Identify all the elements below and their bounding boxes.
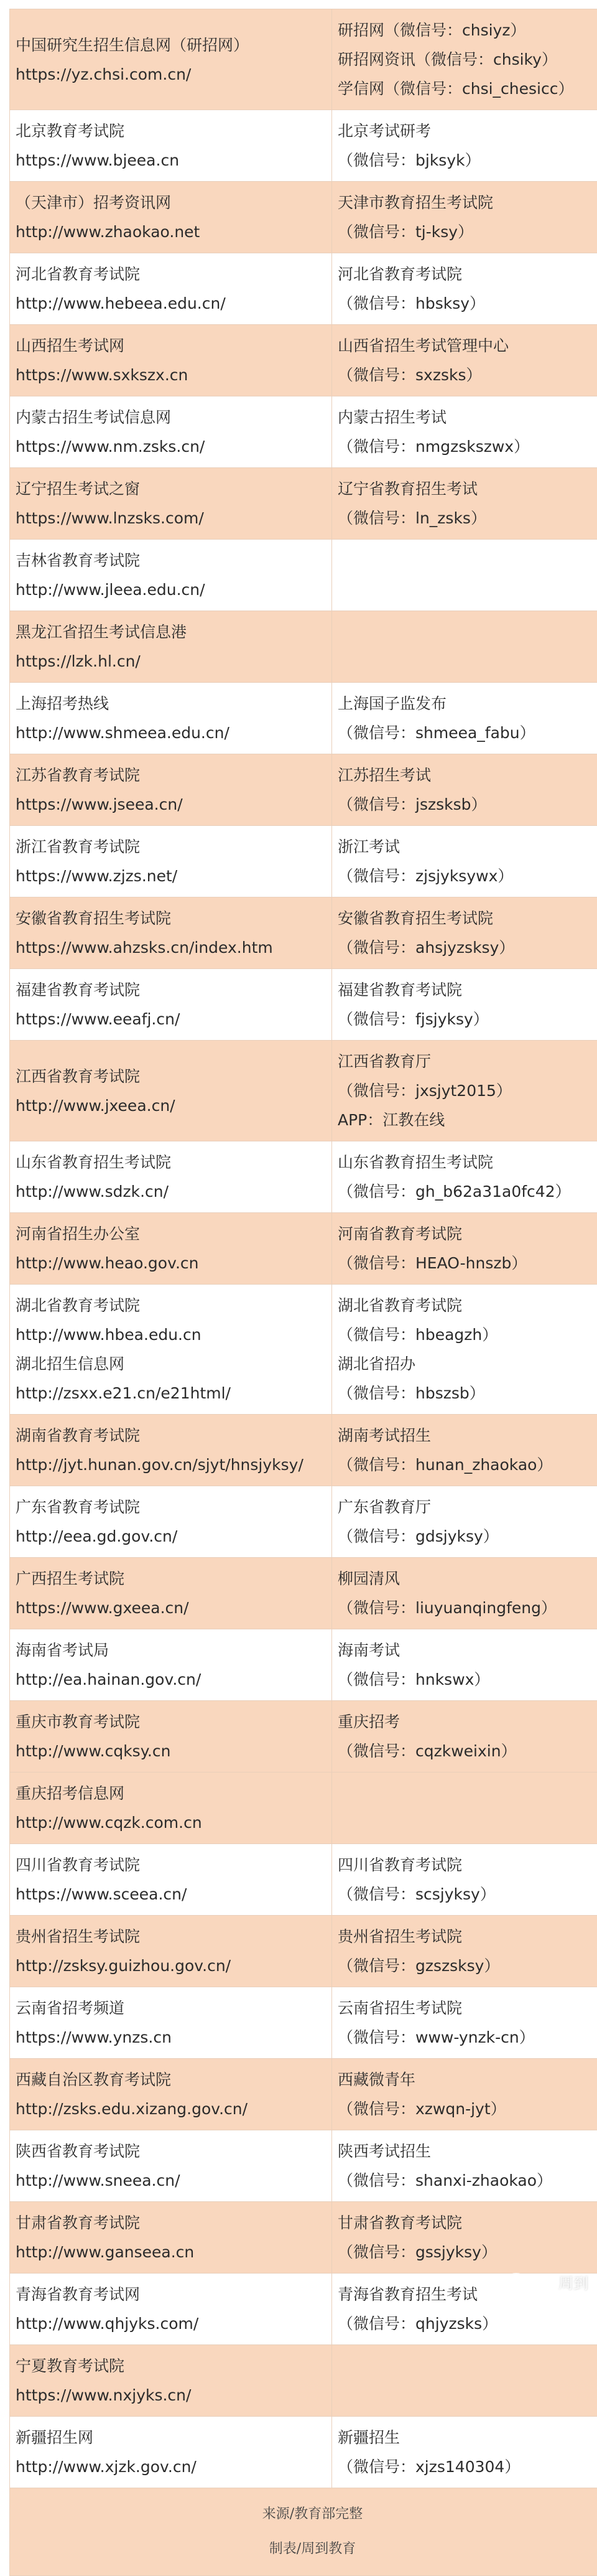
website-name: 贵州省招生考试院: [16, 1922, 326, 1951]
website-name: 广东省教育考试院: [16, 1492, 326, 1522]
wechat-line: 研招网（微信号：chsiyz）: [338, 16, 597, 45]
website-cell: [10, 1701, 332, 1773]
website-name: 新疆招生网: [16, 2423, 326, 2452]
watermark-logo-icon: [504, 2273, 529, 2293]
wechat-cell: [332, 325, 597, 396]
wechat-line: （微信号：qhjyzsks）: [338, 2309, 597, 2338]
wechat-line: 浙江考试: [338, 832, 597, 861]
wechat-line: 四川省教育考试院: [338, 1850, 597, 1880]
table-row: [10, 611, 597, 683]
website-cell: [10, 110, 332, 182]
wechat-line: 重庆招考: [338, 1707, 597, 1736]
wechat-line: （微信号：nmgzskszwx）: [338, 432, 597, 461]
wechat-line: （微信号：cqzkweixin）: [338, 1736, 597, 1766]
table-row: [10, 1415, 597, 1486]
table-row: [10, 396, 597, 468]
website-cell: [10, 2130, 332, 2202]
wechat-cell: [332, 540, 597, 611]
wechat-cell: [332, 1213, 597, 1285]
website-url[interactable]: http://www.jleea.edu.cn/: [16, 575, 326, 604]
wechat-line: 研招网资讯（微信号：chsiky）: [338, 45, 597, 74]
table-row: [10, 2130, 597, 2202]
wechat-line: （微信号：hunan_zhaokao）: [338, 1450, 597, 1479]
wechat-line: APP：江教在线: [338, 1105, 597, 1135]
website-name: 青海省教育考试网: [16, 2280, 326, 2309]
wechat-cell: [332, 969, 597, 1041]
wechat-cell: [332, 1415, 597, 1486]
wechat-line: （微信号：xzwqn-jyt）: [338, 2094, 597, 2124]
wechat-line: （微信号：hbeagzh）: [338, 1320, 597, 1349]
website-name: （天津市）招考资讯网: [16, 188, 326, 217]
table-row: [10, 468, 597, 540]
website-cell: [10, 1486, 332, 1558]
wechat-line: 云南省招生考试院: [338, 1993, 597, 2023]
wechat-line: 上海国子监发布: [338, 689, 597, 718]
website-url[interactable]: https://www.gxeea.cn/: [16, 1593, 326, 1623]
wechat-cell: [332, 754, 597, 826]
wechat-cell: [332, 1141, 597, 1213]
wechat-line: 福建省教育考试院: [338, 975, 597, 1005]
wechat-line: （微信号：liuyuanqingfeng）: [338, 1593, 597, 1623]
website-cell: [10, 1558, 332, 1629]
wechat-cell: [332, 1701, 597, 1773]
wechat-cell: [332, 1041, 597, 1141]
table-row: [10, 1486, 597, 1558]
website-cell: [10, 1285, 332, 1415]
website-cell: [10, 1415, 332, 1486]
website-url[interactable]: http://www.heao.gov.cn: [16, 1248, 326, 1278]
website-name: 河南省招生办公室: [16, 1219, 326, 1248]
website-name: 山西招生考试网: [16, 331, 326, 360]
website-cell: [10, 253, 332, 325]
wechat-cell: [332, 2130, 597, 2202]
website-name: 安徽省教育招生考试院: [16, 904, 326, 933]
wechat-line: 安徽省教育招生考试院: [338, 904, 597, 933]
website-url[interactable]: https://www.sxkszx.cn: [16, 360, 326, 390]
website-url[interactable]: http://www.jxeea.cn/: [16, 1091, 326, 1120]
website-url[interactable]: http://jyt.hunan.gov.cn/sjyt/hnsjyksy/: [16, 1450, 326, 1479]
wechat-cell: [332, 253, 597, 325]
wechat-cell: [332, 2059, 597, 2130]
website-name: 湖北省教育考试院: [16, 1291, 326, 1320]
website-cell: [10, 2417, 332, 2488]
table-row: [10, 110, 597, 182]
wechat-line: （微信号：bjksyk）: [338, 146, 597, 175]
wechat-cell: [332, 182, 597, 253]
website-cell: [10, 754, 332, 826]
table-row: [10, 2345, 597, 2417]
table-row: [10, 969, 597, 1041]
website-name: 甘肃省教育考试院: [16, 2208, 326, 2237]
wechat-line: （微信号：shanxi-zhaokao）: [338, 2166, 597, 2195]
website-url[interactable]: http://www.qhjyks.com/: [16, 2309, 326, 2338]
wechat-line: （微信号：jszsksb）: [338, 790, 597, 819]
wechat-line: 广东省教育厅: [338, 1492, 597, 1522]
table-row: [10, 1916, 597, 1987]
website-url[interactable]: https://www.ahzsks.cn/index.htm: [16, 933, 326, 962]
website-url[interactable]: http://zsksy.guizhou.gov.cn/: [16, 1951, 326, 1980]
website-name: 海南省考试局: [16, 1636, 326, 1665]
table-row: [10, 2417, 597, 2488]
website-cell: [10, 1987, 332, 2059]
website-url[interactable]: http://www.ganseea.cn: [16, 2237, 326, 2267]
website-cell: [10, 897, 332, 969]
website-name: 广西招生考试院: [16, 1564, 326, 1593]
website-url[interactable]: https://www.sceea.cn/: [16, 1880, 326, 1909]
website-url[interactable]: http://www.hebeea.edu.cn/: [16, 289, 326, 318]
website-url[interactable]: http://www.shmeea.edu.cn/: [16, 718, 326, 747]
table-row: [10, 9, 597, 110]
website-name: 湖南省教育考试院: [16, 1421, 326, 1450]
table-footer: [10, 2488, 597, 2576]
wechat-line: 湖南考试招生: [338, 1421, 597, 1450]
website-name: 江苏省教育考试院: [16, 761, 326, 790]
footer-cell: [10, 2488, 597, 2576]
website-cell: [10, 182, 332, 253]
website-name: 福建省教育考试院: [16, 975, 326, 1005]
wechat-cell: [332, 110, 597, 182]
wechat-cell: [332, 2417, 597, 2488]
table-row: [10, 1844, 597, 1916]
website-cell: [10, 969, 332, 1041]
table-row: [10, 1629, 597, 1701]
website-name: 黑龙江省招生考试信息港: [16, 617, 326, 647]
wechat-line: 内蒙古招生考试: [338, 403, 597, 432]
website-name: 江西省教育考试院: [16, 1062, 326, 1091]
wechat-line: 柳园清风: [338, 1564, 597, 1593]
wechat-line: 北京考试研考: [338, 116, 597, 146]
wechat-line: 贵州省招生考试院: [338, 1922, 597, 1951]
website-name: 四川省教育考试院: [16, 1850, 326, 1880]
wechat-line: 学信网（微信号：chsi_chesicc）: [338, 74, 597, 103]
website-cell: [10, 1041, 332, 1141]
website-url[interactable]: https://www.ynzs.cn: [16, 2023, 326, 2052]
table-row: [10, 182, 597, 253]
website-url[interactable]: http://eea.gd.gov.cn/: [16, 1522, 326, 1551]
table-row: [10, 253, 597, 325]
wechat-cell: [332, 396, 597, 468]
website-url[interactable]: http://www.zhaokao.net: [16, 217, 326, 246]
website-url[interactable]: http://ea.hainan.gov.cn/: [16, 1665, 326, 1694]
wechat-line: 湖北省教育考试院: [338, 1291, 597, 1320]
website-url[interactable]: http://zsks.edu.xizang.gov.cn/: [16, 2094, 326, 2124]
wechat-line: （微信号：HEAO-hnszb）: [338, 1248, 597, 1278]
wechat-line: （微信号：xjzs140304）: [338, 2452, 597, 2481]
wechat-line: 海南考试: [338, 1636, 597, 1665]
table-row: [10, 1213, 597, 1285]
wechat-cell: [332, 1285, 597, 1415]
website-url[interactable]: http://www.hbea.edu.cn: [16, 1320, 326, 1349]
table-row: [10, 754, 597, 826]
wechat-line: （微信号：gh_b62a31a0fc42）: [338, 1177, 597, 1206]
website-name: 北京教育考试院: [16, 116, 326, 146]
wechat-line: 西藏微青年: [338, 2065, 597, 2094]
wechat-cell: [332, 1844, 597, 1916]
website-url[interactable]: http://zsxx.e21.cn/e21html/: [16, 1379, 326, 1408]
website-url[interactable]: https://www.nxjyks.cn/: [16, 2381, 326, 2410]
website-url[interactable]: https://yz.chsi.com.cn/: [16, 60, 326, 89]
website-cell: [10, 1213, 332, 1285]
wechat-line: （微信号：jxsjyt2015）: [338, 1076, 597, 1105]
table-row: [10, 683, 597, 754]
website-name: 重庆招考信息网: [16, 1779, 326, 1808]
wechat-cell: [332, 2274, 597, 2345]
wechat-line: 江苏招生考试: [338, 761, 597, 790]
website-cell: [10, 468, 332, 540]
wechat-line: （微信号：tj-ksy）: [338, 217, 597, 246]
website-name: 宁夏教育考试院: [16, 2351, 326, 2381]
website-url[interactable]: http://www.sdzk.cn/: [16, 1177, 326, 1206]
table-row: [10, 1558, 597, 1629]
website-name: 上海招考热线: [16, 689, 326, 718]
table-row: [10, 1041, 597, 1141]
wechat-line: （微信号：zjsjyksywx）: [338, 861, 597, 891]
website-name: 重庆市教育考试院: [16, 1707, 326, 1736]
website-url[interactable]: http://www.cqksy.cn: [16, 1736, 326, 1766]
website-url[interactable]: http://www.sneea.cn/: [16, 2166, 326, 2195]
website-url[interactable]: https://www.jseea.cn/: [16, 790, 326, 819]
table-row: [10, 1285, 597, 1415]
website-url[interactable]: https://www.eeafj.cn/: [16, 1005, 326, 1034]
website-cell: [10, 540, 332, 611]
watermark-text: 周到: [558, 2271, 588, 2293]
wechat-line: （微信号：gzszsksy）: [338, 1951, 597, 1980]
website-cell: [10, 1629, 332, 1701]
wechat-line: （微信号：hbszsb）: [338, 1379, 597, 1408]
website-cell: [10, 2202, 332, 2274]
website-name: 吉林省教育考试院: [16, 546, 326, 575]
website-cell: [10, 2059, 332, 2130]
wechat-cell: [332, 1629, 597, 1701]
table-row: [10, 826, 597, 897]
wechat-cell: [332, 1773, 597, 1844]
wechat-line: 河南省教育考试院: [338, 1219, 597, 1248]
website-name: 山东省教育招生考试院: [16, 1148, 326, 1177]
wechat-line: （微信号：ln_zsks）: [338, 503, 597, 533]
website-name: 浙江省教育考试院: [16, 832, 326, 861]
website-cell: [10, 1141, 332, 1213]
footer-maker: 制表/周到教育: [15, 2532, 597, 2567]
website-cell: [10, 396, 332, 468]
website-url[interactable]: https://www.nm.zsks.cn/: [16, 432, 326, 461]
website-name: 中国研究生招生信息网（研招网）: [16, 30, 326, 60]
wechat-line: 辽宁省教育招生考试: [338, 474, 597, 503]
table-row: [10, 897, 597, 969]
website-cell: [10, 1773, 332, 1844]
wechat-line: 甘肃省教育考试院: [338, 2208, 597, 2237]
wechat-line: （微信号：sxzsks）: [338, 360, 597, 390]
wechat-cell: [332, 897, 597, 969]
website-name: 内蒙古招生考试信息网: [16, 403, 326, 432]
wechat-line: 青海省教育招生考试: [338, 2280, 597, 2309]
table-row: [10, 325, 597, 396]
wechat-line: （微信号：gssjyksy）: [338, 2237, 597, 2267]
table-row: [10, 2202, 597, 2274]
website-name: 云南省招考频道: [16, 1993, 326, 2023]
wechat-cell: [332, 611, 597, 683]
website-cell: [10, 1844, 332, 1916]
website-url[interactable]: https://www.bjeea.cn: [16, 146, 326, 175]
website-name: 陕西省教育考试院: [16, 2137, 326, 2166]
website-name: 河北省教育考试院: [16, 260, 326, 289]
table-body: [10, 9, 597, 2488]
wechat-cell: [332, 826, 597, 897]
website-table: [9, 9, 597, 2576]
wechat-cell: [332, 468, 597, 540]
wechat-cell: [332, 1916, 597, 1987]
wechat-line: （微信号：shmeea_fabu）: [338, 718, 597, 747]
wechat-line: 陕西考试招生: [338, 2137, 597, 2166]
wechat-line: （微信号：fjsjyksy）: [338, 1005, 597, 1034]
wechat-line: 江西省教育厅: [338, 1047, 597, 1076]
wechat-line: （微信号：hnkswx）: [338, 1665, 597, 1694]
wechat-cell: [332, 2202, 597, 2274]
website-url[interactable]: https://www.lnzsks.com/: [16, 503, 326, 533]
wechat-line: 山西省招生考试管理中心: [338, 331, 597, 360]
website-name: 西藏自治区教育考试院: [16, 2065, 326, 2094]
website-cell: [10, 325, 332, 396]
website-cell: [10, 2274, 332, 2345]
table-row: [10, 1701, 597, 1773]
website-url[interactable]: https://www.zjzs.net/: [16, 861, 326, 891]
wechat-cell: [332, 9, 597, 110]
wechat-line: （微信号：ahsjyzsksy）: [338, 933, 597, 962]
website-cell: [10, 683, 332, 754]
table-row: [10, 1987, 597, 2059]
table-row: [10, 540, 597, 611]
website-url[interactable]: http://www.cqzk.com.cn: [16, 1808, 326, 1837]
wechat-cell: [332, 1987, 597, 2059]
wechat-cell: [332, 683, 597, 754]
table-row: [10, 1773, 597, 1844]
wechat-line: 新疆招生: [338, 2423, 597, 2452]
website-cell: [10, 611, 332, 683]
website-cell: [10, 1916, 332, 1987]
wechat-line: （微信号：scsjyksy）: [338, 1880, 597, 1909]
table-row: [10, 1141, 597, 1213]
website-url[interactable]: https://lzk.hl.cn/: [16, 647, 326, 676]
table-row: [10, 2059, 597, 2130]
wechat-line: 湖北省招办: [338, 1349, 597, 1379]
wechat-line: （微信号：gdsjyksy）: [338, 1522, 597, 1551]
wechat-line: 河北省教育考试院: [338, 260, 597, 289]
wechat-cell: [332, 1558, 597, 1629]
website-name: 湖北招生信息网: [16, 1349, 326, 1379]
website-cell: [10, 9, 332, 110]
website-url[interactable]: http://www.xjzk.gov.cn/: [16, 2452, 326, 2481]
wechat-line: 山东省教育招生考试院: [338, 1148, 597, 1177]
wechat-line: 天津市教育招生考试院: [338, 188, 597, 217]
wechat-cell: [332, 2345, 597, 2417]
website-cell: [10, 2345, 332, 2417]
wechat-cell: [332, 1486, 597, 1558]
website-cell: [10, 826, 332, 897]
website-name: 辽宁招生考试之窗: [16, 474, 326, 503]
footer-source: 来源/教育部完整: [15, 2497, 597, 2532]
wechat-line: （微信号：www-ynzk-cn）: [338, 2023, 597, 2052]
wechat-line: （微信号：hbsksy）: [338, 289, 597, 318]
